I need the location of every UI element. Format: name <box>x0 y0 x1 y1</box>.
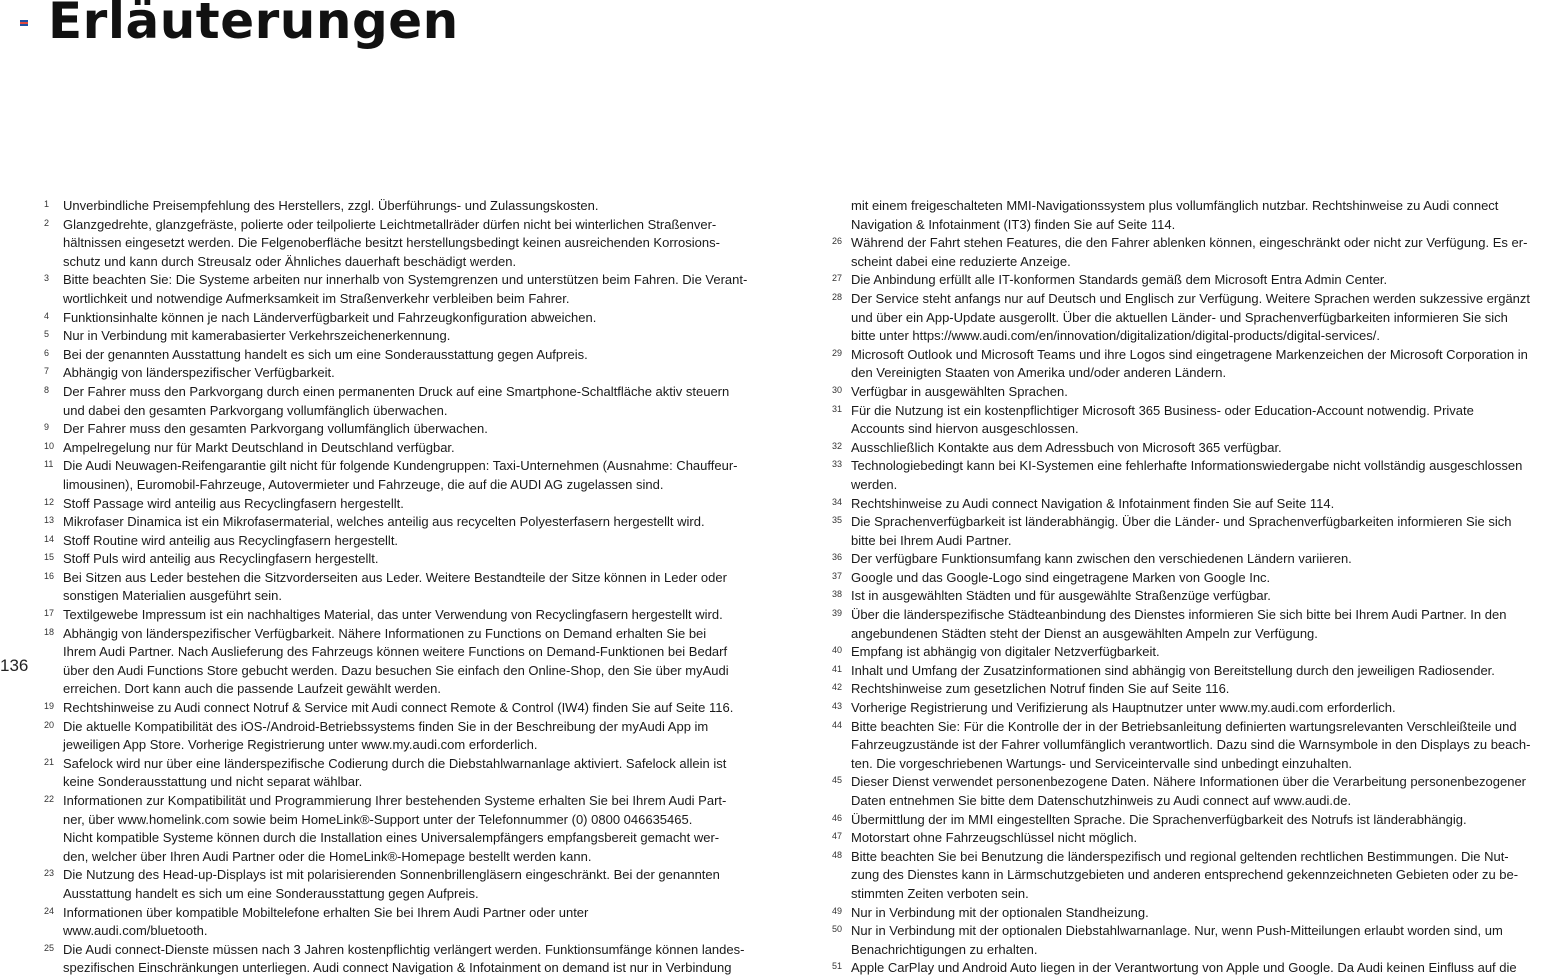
footnote-item <box>44 866 784 903</box>
footnote-text-line: Nur in Verbindung mit der optionalen Standheizung. <box>851 904 1149 920</box>
footnote-number: 47 <box>832 831 843 842</box>
footnote-item <box>832 959 1550 977</box>
footnote-text-line: Übermittlung der im MMI eingestellten Sprache. Die Sprachenverfügbarkeit des Notrufs ist länderabhängig. <box>851 811 1467 827</box>
footnote-number: 27 <box>832 273 843 284</box>
footnote-number: 17 <box>44 608 55 619</box>
footnote-text-line: Stoff Routine wird anteilig aus Recyclingfasern hergestellt. <box>63 532 399 548</box>
footnote-text-line: Bei Sitzen aus Leder bestehen die Sitzvorderseiten aus Leder. Weitere Bestandteile der Sitze können in Leder oder <box>63 569 727 585</box>
footnote-text-line: den, welcher über Ihren Audi Partner oder die HomeLink®-Homepage bestellt werden kann. <box>63 848 592 864</box>
footnote-item <box>44 904 784 941</box>
footnote-number: 35 <box>832 515 843 526</box>
footnote-item <box>832 922 1550 959</box>
footnote-text-line: Die aktuelle Kompatibilität des iOS-/Android-Betriebssystems finden Sie in der Beschreibung der myAudi App im <box>63 718 709 734</box>
footnote-number: 43 <box>832 701 843 712</box>
footnote-text-line: Abhängig von länderspezifischer Verfügbarkeit. <box>63 365 335 381</box>
footnote-number: 12 <box>44 496 55 507</box>
footnote-text-line: limousinen), Euromobil-Fahrzeuge, Autovermieter und Fahrzeuge, die auf die AUDI AG zugelassen sind. <box>63 476 664 492</box>
footnote-text-line: Dieser Dienst verwendet personenbezogene Daten. Nähere Informationen über die Verarbeitung personenbezogener <box>851 774 1526 790</box>
footnote-item <box>832 234 1550 271</box>
footnote-number: 20 <box>44 719 55 730</box>
footnote-item <box>832 439 1550 458</box>
footnote-text-line: Informationen über kompatible Mobiltelefone erhalten Sie bei Ihrem Audi Partner oder unter <box>63 904 589 920</box>
footnote-text-line: keine Sonderausstattung und nicht separat wählbar. <box>63 774 363 790</box>
footnote-text-line: Funktionsinhalte können je nach Länderverfügbarkeit und Fahrzeugkonfiguration abweichen. <box>63 309 597 325</box>
footnote-text-line: Für die Nutzung ist ein kostenpflichtiger Microsoft 365 Business- oder Education-Account notwendig. Private <box>851 402 1474 418</box>
footnote-item <box>832 290 1550 346</box>
footnote-item <box>44 625 784 699</box>
footnote-text-line: Informationen zur Kompatibilität und Programmierung Ihrer bestehenden Systeme erhalten Sie bei Ihrem Audi Part- <box>63 793 727 808</box>
page-title: Erläuterungen <box>48 0 459 50</box>
footnote-text-line: scheint dabei eine reduzierte Anzeige. <box>851 253 1071 269</box>
footnote-text-line: Daten entnehmen Sie bitte dem Datenschutzhinweis zu Audi connect auf www.audi.de. <box>851 793 1352 808</box>
footnote-number: 31 <box>832 403 843 414</box>
footnote-text-line: Microsoft Outlook und Microsoft Teams und ihre Logos sind eingetragene Markenzeichen der Microsoft Corporation in <box>851 346 1528 362</box>
footnote-item <box>832 680 1550 699</box>
footnote-text-line: bitte unter https://www.audi.com/en/innovation/digitalization/digital-products/digital-services/. <box>851 328 1380 344</box>
footnote-item <box>832 587 1550 606</box>
footnote-text-line: spezifischen Einschränkungen unterliegen. Audi connect Navigation & Infotainment on demand ist nur in Verbindung <box>63 960 732 976</box>
flag-icon <box>20 20 28 26</box>
footnote-text-line: Der Service steht anfangs nur auf Deutsch und Englisch zur Verfügung. Weitere Sprachen werden sukzessive ergänzt <box>851 290 1531 306</box>
footnote-number: 29 <box>832 347 843 358</box>
footnote-number: 50 <box>832 924 843 935</box>
footnote-number: 3 <box>44 273 50 284</box>
footnote-number: 38 <box>832 589 843 600</box>
footnote-item <box>832 550 1550 569</box>
footnote-number: 4 <box>44 310 50 321</box>
footnote-text-line: Ampelregelung nur für Markt Deutschland in Deutschland verfügbar. <box>63 439 455 455</box>
footnote-text-line: Mikrofaser Dinamica ist ein Mikrofasermaterial, welches anteilig aus recycelten Polyesterfasern hergestellt wird. <box>63 514 705 530</box>
footnote-text-line: stimmten Zeiten verboten sein. <box>851 885 1029 901</box>
footnote-text-line: zung des Dienstes kann in Lärmschutzgebieten und anderen entsprechend gekennzeichneten Gebieten oder zu be- <box>851 867 1519 883</box>
footnote-text-line: Textilgewebe Impressum ist ein nachhaltiges Material, das unter Verwendung von Recyclingfasern hergestellt wird. <box>63 607 723 623</box>
footnote-number: 39 <box>832 608 843 619</box>
footnote-number: 44 <box>832 719 843 730</box>
footnote-number: 48 <box>832 849 843 860</box>
footnote-text-line: werden. <box>851 476 898 492</box>
footnote-text-line: Die Audi connect-Dienste müssen nach 3 Jahren kostenpflichtig verlängert werden. Funktionsumfänge können landes- <box>63 941 745 957</box>
footnote-text-line: Der Fahrer muss den gesamten Parkvorgang vollumfänglich überwachen. <box>63 421 488 437</box>
page-number: 136 <box>0 656 29 675</box>
footnote-item <box>832 848 1550 904</box>
footnote-text-line: Nicht kompatible Systeme können durch die Installation eines Universalempfängers empfangsbereit gemacht wer- <box>63 830 720 846</box>
footnote-item <box>832 773 1550 810</box>
footnote-item <box>832 383 1550 402</box>
footnote-item <box>44 271 784 308</box>
footnote-text-line: Glanzgedrehte, glanzgefräste, polierte oder teilpolierte Leichtmetallräder dürfen nicht bei winterlichen Straßenver- <box>63 216 717 232</box>
footnote-text-line: hältnissen eingesetzt werden. Die Felgenoberfläche besitzt herstellungsbedingt keinen ausreichenden Korrosions- <box>63 235 720 251</box>
footnote-item <box>832 718 1550 774</box>
footnote-item <box>832 495 1550 514</box>
footnote-text-line: schutz und kann durch Streusalz oder Ähnliches dauerhaft beschädigt werden. <box>63 253 517 269</box>
footnote-number: 28 <box>832 291 843 302</box>
footnote-number: 36 <box>832 552 843 563</box>
footnote-item <box>44 550 784 569</box>
footnote-text-line: Motorstart ohne Fahrzeugschlüssel nicht möglich. <box>851 830 1138 846</box>
footnote-number: 26 <box>832 236 843 247</box>
footnote-text-line: Ihrem Audi Partner. Nach Auslieferung des Fahrzeugs können weitere Functions on Demand-Funktionen bei Bedarf <box>63 644 728 660</box>
footnote-number: 51 <box>832 961 843 972</box>
footnote-item <box>832 699 1550 718</box>
footnote-text-line: Unverbindliche Preisempfehlung des Herstellers, zzgl. Überführungs- und Zulassungskosten. <box>63 198 599 213</box>
footnote-text-line: Die Nutzung des Head-up-Displays ist mit polarisierenden Sonnenbrillengläsern eingeschränkt. Bei der genannten <box>63 867 720 883</box>
footnote-item <box>832 569 1550 588</box>
footnote-item <box>832 662 1550 681</box>
footnote-number: 33 <box>832 459 843 470</box>
footnote-text-line: Benachrichtigungen zu erhalten. <box>851 941 1038 957</box>
footnote-item <box>832 271 1550 290</box>
footnote-number: 7 <box>44 366 50 377</box>
footnote-text-line: Bei der genannten Ausstattung handelt es sich um eine Sonderausstattung gegen Aufpreis. <box>63 346 588 362</box>
footnote-text-line: Der Fahrer muss den Parkvorgang durch einen permanenten Druck auf eine Smartphone-Schaltfläche aktiv steuern <box>63 383 730 399</box>
footnote-item <box>44 699 784 718</box>
footnotes-right-column <box>832 197 1550 977</box>
footnote-text-line: Google und das Google-Logo sind eingetragene Marken von Google Inc. <box>851 569 1271 585</box>
footnote-text-line: Die Audi Neuwagen-Reifengarantie gilt nicht für folgende Kundengruppen: Taxi-Unternehmen (Ausnahme: Chauffeur- <box>63 458 738 474</box>
footnote-item <box>44 197 784 216</box>
footnote-number: 2 <box>44 217 50 228</box>
footnote-list-left <box>44 197 784 977</box>
footnote-text-line: Verfügbar in ausgewählten Sprachen. <box>851 383 1068 399</box>
footnote-number: 37 <box>832 570 843 581</box>
footnote-text-line: und über ein App-Update ausgerollt. Über die aktuellen Länder- und Sprachenverfügbarkeiten informieren Sie sich <box>851 309 1508 325</box>
footnote-text-line: wortlichkeit und notwendige Aufmerksamkeit im Straßenverkehr verbleiben beim Fahrer. <box>63 290 570 306</box>
footnote-list-right <box>832 197 1550 977</box>
footnote-item <box>832 811 1550 830</box>
footnote-item <box>44 513 784 532</box>
footnote-item <box>44 383 784 420</box>
footnote-item <box>832 904 1550 923</box>
footnote-number: 5 <box>44 329 50 340</box>
footnote-text-line: Nur in Verbindung mit kamerabasierter Verkehrszeichenerkennung. <box>63 328 451 344</box>
footnote-text-line: mit einem freigeschalteten MMI-Navigationssystem plus vollumfänglich nutzbar. Rechtshinweise zu Audi connect <box>851 198 1499 213</box>
footnote-text-line: Safelock wird nur über eine länderspezifische Codierung durch die Diebstahlwarnanlage aktiviert. Safelock allein ist <box>63 755 727 771</box>
footnote-number: 45 <box>832 775 843 786</box>
footnote-text-line: und dabei den gesamten Parkvorgang vollumfänglich überwachen. <box>63 402 448 418</box>
footnote-number: 8 <box>44 384 50 395</box>
footnote-item <box>44 792 784 866</box>
footnote-item <box>832 197 1550 234</box>
footnote-number: 14 <box>44 533 55 544</box>
footnote-item <box>44 941 784 977</box>
footnote-item <box>44 457 784 494</box>
footnote-text-line: Bitte beachten Sie: Die Systeme arbeiten nur innerhalb von Systemgrenzen und unterstützen beim Fahren. Die Verant- <box>63 272 748 288</box>
footnote-text-line: Inhalt und Umfang der Zusatzinformationen sind abhängig von Bereitstellung durch den jeweiligen Radiosender. <box>851 662 1495 678</box>
footnote-item <box>44 606 784 625</box>
footnote-text-line: Die Sprachenverfügbarkeit ist länderabhängig. Über die Länder- und Sprachenverfügbarkeiten informieren Sie sich <box>851 514 1512 530</box>
footnote-text-line: den Vereinigten Staaten von Amerika und/oder anderen Ländern. <box>851 365 1227 381</box>
footnote-text-line: Über die länderspezifische Städteanbindung des Dienstes informieren Sie sich bitte bei Ihrem Audi Partner. In den <box>851 607 1507 623</box>
footnote-number: 46 <box>832 812 843 823</box>
footnote-item <box>832 346 1550 383</box>
footnote-item <box>832 643 1550 662</box>
footnote-text-line: Während der Fahrt stehen Features, die den Fahrer ablenken können, eingeschränkt oder nicht zur Verfügung. Es er- <box>851 235 1528 251</box>
footnote-item <box>44 309 784 328</box>
footnote-text-line: Rechtshinweise zum gesetzlichen Notruf finden Sie auf Seite 116. <box>851 681 1230 697</box>
footnote-item <box>44 495 784 514</box>
footnote-number: 23 <box>44 868 55 879</box>
footnote-text-line: Empfang ist abhängig von digitaler Netzverfügbarkeit. <box>851 644 1160 660</box>
footnote-number: 16 <box>44 570 55 581</box>
footnote-number: 18 <box>44 626 55 637</box>
footnote-number: 40 <box>832 645 843 656</box>
footnote-text-line: Navigation & Infotainment (IT3) finden Sie auf Seite 114. <box>851 216 1176 232</box>
footnote-number: 15 <box>44 552 55 563</box>
footnote-number: 1 <box>44 199 50 209</box>
footnote-item <box>44 718 784 755</box>
footnote-text-line: ten. Die vorgeschriebenen Wartungs- und Serviceintervalle sind unbedingt einzuhalten. <box>851 755 1353 771</box>
footnote-text-line: Die Anbindung erfüllt alle IT-konformen Standards gemäß dem Microsoft Entra Admin Center. <box>851 272 1388 288</box>
footnote-number: 21 <box>44 756 55 767</box>
footnote-item <box>832 606 1550 643</box>
footnote-text-line: bitte bei Ihrem Audi Partner. <box>851 532 1012 548</box>
footnote-number: 9 <box>44 422 50 433</box>
footnote-text-line: Technologiebedingt kann bei KI-Systemen eine fehlerhafte Informationswiedergabe nicht vollständig ausgeschlossen <box>851 458 1523 474</box>
footnote-text-line: Vorherige Registrierung und Verifizierung als Hauptnutzer unter www.my.audi.com erforderlich. <box>851 700 1396 716</box>
footnote-number: 10 <box>44 440 55 451</box>
footnote-item <box>832 402 1550 439</box>
footnote-item <box>44 327 784 346</box>
footnote-number: 41 <box>832 663 843 674</box>
footnote-item <box>44 420 784 439</box>
footnote-number: 42 <box>832 682 843 693</box>
footnote-number: 32 <box>832 440 843 451</box>
footnote-number: 25 <box>44 942 55 953</box>
footnote-text-line: Rechtshinweise zu Audi connect Navigation & Infotainment finden Sie auf Seite 114. <box>851 495 1335 511</box>
flag-stripe-bottom <box>20 24 28 26</box>
footnote-text-line: erreichen. Dort kann auch die passende Laufzeit gewählt werden. <box>63 681 441 697</box>
footnote-text-line: Rechtshinweise zu Audi connect Notruf & Service mit Audi connect Remote & Control (IW4) finden Sie auf Seite 116. <box>63 700 734 716</box>
footnote-number: 11 <box>44 459 54 470</box>
footnote-text-line: jeweiligen App Store. Vorherige Registrierung unter www.my.audi.com erforderlich. <box>63 737 538 753</box>
footnote-text-line: Ausschließlich Kontakte aus dem Adressbuch von Microsoft 365 verfügbar. <box>851 439 1282 455</box>
footnote-number: 13 <box>44 515 55 526</box>
footnote-text-line: Nur in Verbindung mit der optionalen Diebstahlwarnanlage. Nur, wenn Push-Mitteilungen erlaubt worden sind, um <box>851 923 1503 939</box>
footnote-item <box>832 457 1550 494</box>
footnote-number: 22 <box>44 794 55 804</box>
footnote-number: 19 <box>44 701 55 712</box>
footnote-item <box>832 513 1550 550</box>
footnote-text-line: Ausstattung handelt es sich um eine Sonderausstattung gegen Aufpreis. <box>63 885 479 901</box>
footnote-text-line: sonstigen Materialien ausgeführt sein. <box>63 588 282 604</box>
footnote-item <box>832 829 1550 848</box>
footnote-text-line: Stoff Puls wird anteilig aus Recyclingfasern hergestellt. <box>63 551 379 567</box>
footnote-text-line: angebundenen Städten steht der Dienst an ausgewählten Ampeln zur Verfügung. <box>851 625 1318 641</box>
footnote-item <box>44 216 784 272</box>
footnote-number: 49 <box>832 905 843 916</box>
footnote-text-line: ner, über www.homelink.com sowie beim HomeLink®-Support unter der Telefonnummer (0) 0800 046635465. <box>63 811 693 827</box>
footnote-text-line: Accounts sind hiervon ausgeschlossen. <box>851 421 1079 437</box>
footnote-item <box>44 439 784 458</box>
footnote-text-line: Apple CarPlay und Android Auto liegen in der Verantwortung von Apple und Google. Da Audi keinen Einfluss auf die <box>851 960 1517 976</box>
footnote-text-line: Ist in ausgewählten Städten und für ausgewählte Straßenzüge verfügbar. <box>851 588 1271 604</box>
footnote-item <box>44 364 784 383</box>
footnote-item <box>44 569 784 606</box>
footnote-text-line: www.audi.com/bluetooth. <box>63 923 208 939</box>
footnote-item <box>44 755 784 792</box>
footnote-text-line: Abhängig von länderspezifischer Verfügbarkeit. Nähere Informationen zu Functions on Demand erhalten Sie bei <box>63 625 707 641</box>
footnote-text-line: Der verfügbare Funktionsumfang kann zwischen den verschiedenen Ländern variieren. <box>851 551 1352 567</box>
footnote-text-line: Bitte beachten Sie bei Benutzung die länderspezifisch und regional geltenden rechtlichen Bestimmungen. Die Nut- <box>851 848 1509 864</box>
footnote-item <box>44 346 784 365</box>
footnotes-left-column <box>44 197 784 977</box>
footnote-number: 6 <box>44 347 50 358</box>
footnote-text-line: Bitte beachten Sie: Für die Kontrolle der in der Betriebsanleitung definierten wartungsrelevanten Verschleißteile und <box>851 718 1517 734</box>
footnote-text-line: über den Audi Functions Store gebucht werden. Dazu besuchen Sie einfach den Online-Shop, den Sie über myAudi <box>63 662 729 678</box>
footnote-item <box>44 532 784 551</box>
footnote-text-line: Stoff Passage wird anteilig aus Recyclingfasern hergestellt. <box>63 495 404 511</box>
footnote-number: 30 <box>832 384 843 395</box>
footnote-text-line: Fahrzeugzustände ist der Fahrer vollumfänglich verantwortlich. Dazu sind die Warnsymbole in den Displays zu beach- <box>851 737 1531 753</box>
footnote-number: 24 <box>44 905 55 916</box>
footnote-number: 34 <box>832 496 843 507</box>
